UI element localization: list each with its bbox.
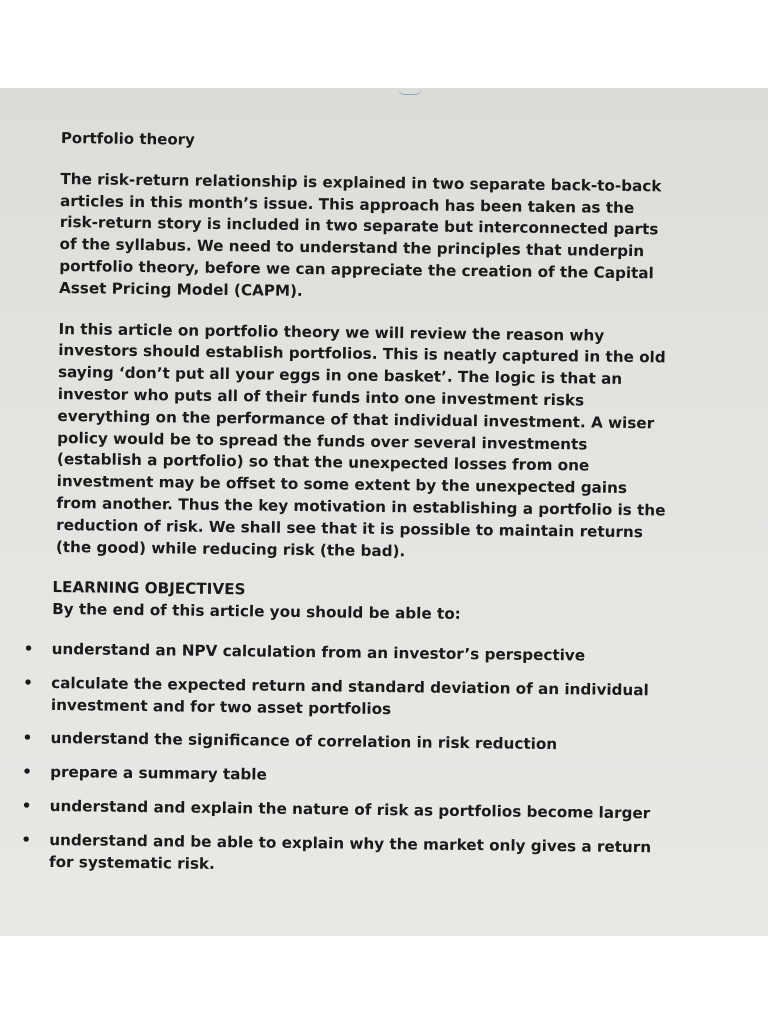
objectives-intro: By the end of this article you should be able to:	[52, 600, 461, 624]
paragraph-line: risk-return story is included in two separate but interconnected parts	[59, 213, 659, 239]
pen-mark	[398, 88, 422, 95]
paragraph-line: of the syllabus. We need to understand the principles that underpin	[59, 235, 645, 261]
objectives-list	[21, 639, 704, 881]
paragraph-line: Asset Pricing Model (CAPM).	[58, 278, 303, 300]
intro-paragraph	[59, 169, 710, 308]
objective-item	[22, 762, 702, 792]
objective-line: calculate the expected return and standard deviation of an individual	[51, 673, 649, 699]
objective-item	[21, 796, 702, 826]
objective-line: prepare a summary table	[50, 763, 267, 784]
objective-line: investment and for two asset portfolios	[50, 695, 392, 718]
paragraph-line: everything on the performance of that individual investment. A wiser	[57, 406, 655, 433]
bullet-icon: •	[23, 639, 34, 658]
paragraph-line: saying ‘don’t put all your eggs in one basket’. The logic is that an	[57, 363, 623, 389]
paragraph-line: (establish a portfolio) so that the unexpected losses from one	[56, 450, 590, 475]
paragraph-line: articles in this month’s issue. This approach has been taken as the	[60, 191, 635, 217]
paragraph-line: policy would be to spread the funds over several investments	[57, 428, 588, 454]
bullet-icon: •	[21, 830, 32, 849]
bullet-icon: •	[22, 728, 33, 748]
paragraph-line: investment may be offset to some extent by the unexpected gains	[56, 472, 628, 498]
motivation-paragraph	[56, 319, 708, 567]
paragraph-line: from another. Thus the key motivation in establishing a portfolio is the	[56, 493, 666, 520]
objective-line: understand an NPV calculation from an investor’s perspective	[51, 639, 586, 665]
objectives-heading: LEARNING OBJECTIVES	[52, 578, 246, 599]
objective-line: for systematic risk.	[48, 852, 215, 873]
paragraph-line: investor who puts all of their funds into one investment risks	[57, 384, 585, 410]
paragraph-line: investors should establish portfolios. This is neatly captured in the old	[58, 341, 666, 367]
objective-item	[21, 830, 701, 882]
paragraph-line: reduction of risk. We shall see that it is possible to maintain returns	[56, 515, 643, 541]
bullet-icon: •	[23, 673, 34, 692]
objective-item	[22, 728, 702, 758]
bullet-icon: •	[21, 796, 32, 815]
objective-line: understand and explain the nature of risk as portfolios become larger	[49, 796, 651, 823]
paragraph-line: (the good) while reducing risk (the bad).	[55, 537, 406, 560]
objective-item	[23, 673, 703, 725]
objective-item	[23, 639, 703, 669]
paragraph-line: portfolio theory, before we can appreciate the creation of the Capital	[59, 257, 654, 283]
paragraph-line: In this article on portfolio theory we will review the reason why	[58, 319, 605, 345]
article-page	[21, 128, 710, 893]
paragraph-line: The risk-return relationship is explained in two separate back-to-back	[60, 169, 662, 196]
objective-line: understand the significance of correlation in risk reduction	[50, 729, 558, 754]
objective-line: understand and be able to explain why the market only gives a return	[49, 830, 652, 857]
article-title: Portfolio theory	[60, 129, 195, 149]
document-photo	[0, 88, 768, 936]
bullet-icon: •	[22, 762, 32, 781]
